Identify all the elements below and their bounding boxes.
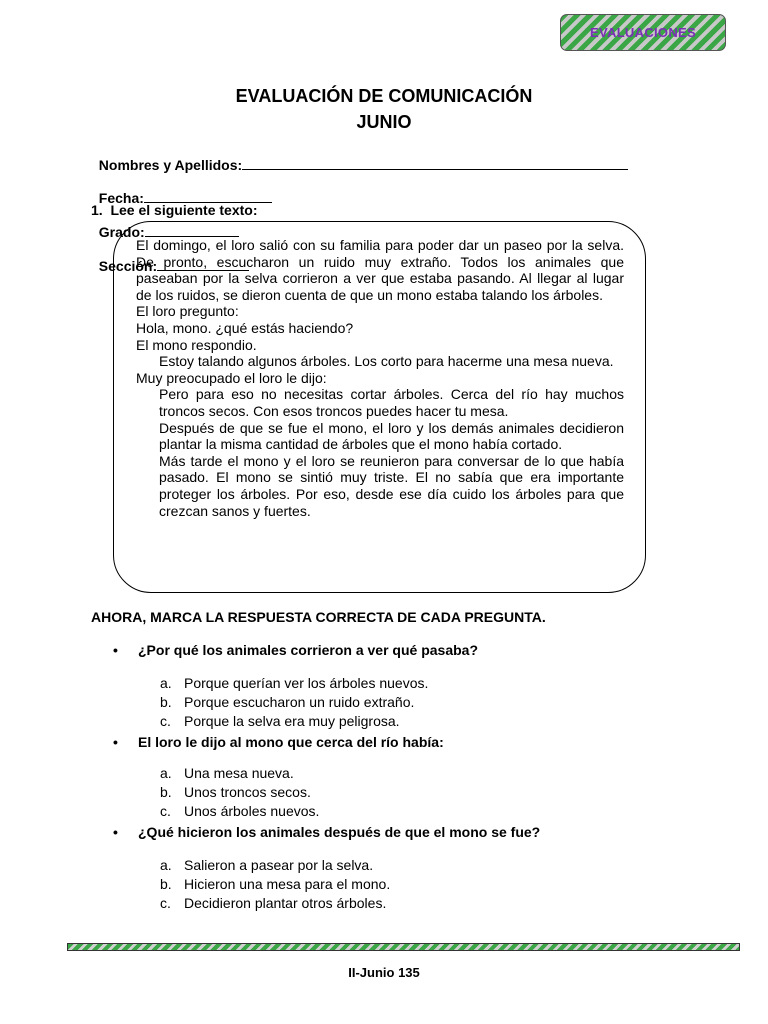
option-a[interactable]: [160, 674, 428, 693]
story-text: [136, 237, 624, 519]
question-text: El loro le dijo al mono que cerca del río había:: [138, 734, 444, 750]
story-paragraph: Más tarde el mono y el loro se reunieron para conversar de lo que había pasado. El mono se sintió muy triste. El no sabía que era importante proteger los árboles. Por eso, desde ese día cuido los árboles para que crezcan sanos y fuertes.: [159, 452, 624, 519]
names-row: [91, 139, 628, 173]
option-letter: a.: [160, 765, 172, 781]
option-letter: b.: [160, 876, 172, 892]
option-c[interactable]: [160, 712, 428, 731]
option-letter: a.: [160, 675, 172, 691]
option-letter: b.: [160, 694, 172, 710]
story-paragraph: Muy preocupado el loro le dijo:: [136, 369, 327, 386]
option-letter: b.: [160, 784, 172, 800]
option-text: Una mesa nueva.: [184, 765, 294, 781]
question-text: ¿Por qué los animales corrieron a ver qué pasaba?: [138, 642, 479, 658]
option-text: Unos troncos secos.: [184, 784, 311, 800]
option-b[interactable]: [160, 783, 319, 802]
story-paragraph: Estoy talando algunos árboles. Los corto para hacerme una mesa nueva.: [159, 353, 614, 370]
date-blank: [144, 188, 272, 203]
question-text: ¿Qué hicieron los animales después de que el mono se fue?: [138, 824, 541, 840]
question-2: [113, 734, 444, 750]
names-label: Nombres y Apellidos:: [98, 157, 243, 173]
option-letter: c.: [160, 713, 171, 729]
option-text: Hicieron una mesa para el mono.: [184, 876, 391, 892]
option-c[interactable]: [160, 802, 319, 821]
question-1: [113, 642, 478, 658]
instructions: AHORA, MARCA LA RESPUESTA CORRECTA DE CADA PREGUNTA.: [91, 609, 546, 625]
evaluaciones-badge: [560, 14, 726, 51]
bullet-icon: •: [113, 734, 118, 750]
question-3: [113, 824, 540, 840]
question-2-options: [160, 764, 319, 821]
page-footer: II-Junio 135: [348, 965, 420, 980]
section-label: Sección:: [98, 258, 158, 274]
page-title: EVALUACIÓN DE COMUNICACIÓN: [235, 86, 533, 106]
option-text: Decidieron plantar otros árboles.: [184, 895, 387, 911]
date-label: Fecha:: [98, 190, 144, 206]
footer-divider: [67, 943, 740, 951]
story-paragraph: El domingo, el loro salió con su familia para poder dar un paseo por la selva. De pronto, escucharon un ruido muy extraño. Todos los animales que paseaban por la selva corrieron a ver que estaba pasando. Al llegar al lugar de los ruidos, se dieron cuenta de que un mono estaba talando los árboles.: [136, 237, 624, 303]
option-text: Salieron a pasear por la selva.: [184, 857, 374, 873]
option-letter: c.: [160, 803, 171, 819]
bullet-icon: •: [113, 642, 118, 658]
bullet-icon: •: [113, 824, 118, 840]
names-blank: [242, 155, 628, 170]
story-paragraph: Después de que se fue el mono, el loro y los demás animales decidieron plantar la misma cantidad de árboles que el mono había cortado.: [159, 419, 624, 453]
page-subtitle: JUNIO: [356, 112, 412, 132]
story-paragraph: Pero para eso no necesitas cortar árboles. Cerca del río hay muchos troncos secos. Con esos troncos puedes hacer tu mesa.: [159, 386, 624, 419]
option-letter: c.: [160, 895, 171, 911]
question-1-options: [160, 674, 428, 731]
story-paragraph: Hola, mono. ¿qué estás haciendo?: [136, 319, 354, 336]
option-a[interactable]: [160, 856, 390, 875]
option-text: Unos árboles nuevos.: [184, 803, 320, 819]
story-paragraph: El mono respondio.: [136, 336, 257, 353]
question-3-options: [160, 856, 390, 913]
option-a[interactable]: [160, 764, 319, 783]
grade-label: Grado:: [98, 224, 145, 240]
option-text: Porque querían ver los árboles nuevos.: [184, 675, 429, 691]
badge-label: EVALUACIONES: [590, 25, 696, 40]
option-b[interactable]: [160, 875, 390, 894]
story-paragraph: El loro pregunto:: [136, 303, 239, 320]
option-text: Porque la selva era muy peligrosa.: [184, 713, 400, 729]
option-letter: a.: [160, 857, 172, 873]
option-c[interactable]: [160, 894, 390, 913]
task-1-heading: 1. Lee el siguiente texto:: [91, 202, 258, 218]
option-b[interactable]: [160, 693, 428, 712]
option-text: Porque escucharon un ruido extraño.: [184, 694, 415, 710]
